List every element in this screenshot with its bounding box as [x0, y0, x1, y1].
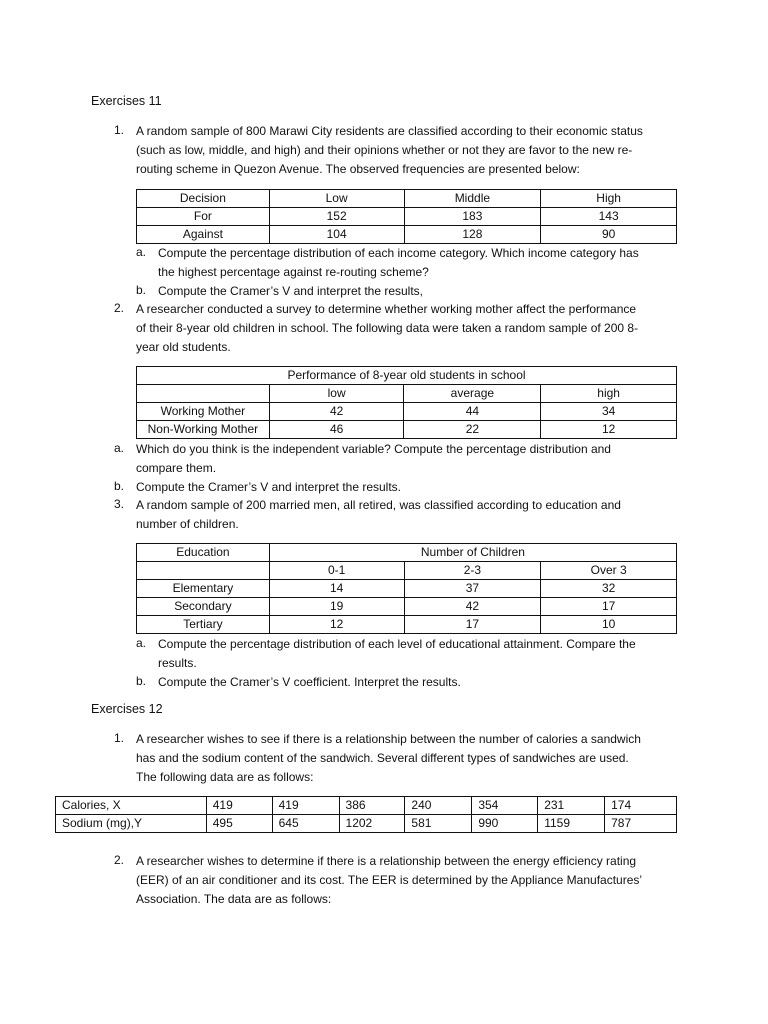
table-row: [56, 797, 677, 815]
table-cell: 174: [605, 797, 677, 815]
table-cell: 419: [206, 797, 272, 815]
exercise-12-question-2-text: A researcher wishes to determine if there is a relationship between the energy efficiency rating (EER) of an air conditioner and its cost. The EER is determined by the Appliance Manufactures’ Association. The data are as follows:: [136, 854, 643, 906]
table-header-row: [137, 544, 677, 562]
subquestion-label: a.: [136, 245, 147, 259]
question-number: 1.: [114, 731, 125, 745]
question-3a-text: Compute the percentage distribution of each level of educational attainment. Compare the results.: [158, 637, 636, 670]
table-cell: 128: [404, 226, 541, 244]
table-cell: 17: [404, 616, 541, 634]
table-cell: 17: [541, 598, 677, 616]
header-cell: 0-1: [269, 562, 404, 580]
table-row: [137, 403, 677, 421]
header-cell: average: [404, 385, 541, 403]
table-header-row: [137, 562, 677, 580]
header-cell: Over 3: [541, 562, 677, 580]
header-cell: [137, 562, 270, 580]
header-cell: 2-3: [404, 562, 541, 580]
table-title: Performance of 8-year old students in school: [137, 367, 677, 385]
question-2b-text: Compute the Cramer’s V and interpret the results.: [136, 480, 402, 494]
table-row: [137, 226, 677, 244]
subquestion-label: a.: [136, 636, 147, 650]
subquestion-label: b.: [136, 674, 147, 688]
table-cell: Sodium (mg),Y: [56, 815, 207, 833]
table-cell: Elementary: [137, 580, 270, 598]
exercises-12-heading: Exercises 12: [91, 702, 163, 716]
table-cell: 386: [339, 797, 405, 815]
exercise-12-question-1-text: A researcher wishes to see if there is a relationship between the number of calories a sandwich has and the sodium content of the sandwich. Several different types of sandwiches are used. The following data are as follows:: [136, 732, 641, 784]
table-cell: 1159: [538, 815, 605, 833]
header-cell: High: [541, 190, 677, 208]
header-cell: [137, 385, 270, 403]
table-cell: 990: [472, 815, 538, 833]
table-cell: 240: [405, 797, 472, 815]
table-cell: 32: [541, 580, 677, 598]
table-cell: Against: [137, 226, 270, 244]
table-title-row: [137, 367, 677, 385]
table-cell: 42: [404, 598, 541, 616]
question-3-text: A random sample of 200 married men, all retired, was classified according to education and number of children.: [136, 498, 621, 531]
question-1a-text: Compute the percentage distribution of each income category. Which income category has the highest percentage against re-routing scheme?: [158, 246, 639, 279]
table-cell: 581: [405, 815, 472, 833]
table-cell: 90: [541, 226, 677, 244]
table-cell: 12: [541, 421, 677, 439]
table-cell: 1202: [339, 815, 405, 833]
table-cell: 183: [404, 208, 541, 226]
table-cell: 37: [404, 580, 541, 598]
table-cell: Non-Working Mother: [137, 421, 270, 439]
table-cell: 12: [269, 616, 404, 634]
calories-sodium-table: [55, 796, 677, 833]
table-row: [137, 421, 677, 439]
table-cell: 34: [541, 403, 677, 421]
table-header-row: [137, 385, 677, 403]
table-cell: 152: [269, 208, 404, 226]
table-cell: Calories, X: [56, 797, 207, 815]
table-cell: Working Mother: [137, 403, 270, 421]
question-1-text: A random sample of 800 Marawi City residents are classified according to their economic status (such as low, middle, and high) and their opinions whether or not they are favor to the new re- routing scheme in Quezon Avenue. The observed frequencies are presented below:: [136, 124, 643, 176]
question-number: 2.: [114, 853, 125, 867]
education-children-table: [136, 543, 677, 634]
table-cell: 143: [541, 208, 677, 226]
table-cell: 419: [272, 797, 339, 815]
header-cell: Number of Children: [269, 544, 676, 562]
income-decision-table: [136, 189, 677, 244]
header-cell: Low: [269, 190, 404, 208]
table-cell: For: [137, 208, 270, 226]
question-number: 2.: [114, 301, 125, 315]
table-cell: 46: [269, 421, 404, 439]
table-cell: 231: [538, 797, 605, 815]
table-cell: 19: [269, 598, 404, 616]
table-row: [137, 580, 677, 598]
header-cell: low: [269, 385, 404, 403]
table-cell: 10: [541, 616, 677, 634]
question-2a-text: Which do you think is the independent variable? Compute the percentage distribution and compare them.: [136, 442, 611, 475]
table-cell: 787: [605, 815, 677, 833]
exercises-11-heading: Exercises 11: [91, 94, 162, 108]
question-3b-text: Compute the Cramer’s V coefficient. Interpret the results.: [158, 675, 461, 689]
table-cell: 645: [272, 815, 339, 833]
table-row: [137, 598, 677, 616]
subquestion-label: a.: [114, 441, 125, 455]
subquestion-label: b.: [136, 283, 147, 297]
header-cell: Middle: [404, 190, 541, 208]
table-cell: 495: [206, 815, 272, 833]
header-cell: Decision: [137, 190, 270, 208]
subquestion-label: b.: [114, 479, 125, 493]
table-cell: 14: [269, 580, 404, 598]
table-row: [137, 616, 677, 634]
question-number: 3.: [114, 497, 125, 511]
table-cell: Tertiary: [137, 616, 270, 634]
table-cell: 42: [269, 403, 404, 421]
table-cell: 44: [404, 403, 541, 421]
question-number: 1.: [114, 123, 125, 137]
question-2-text: A researcher conducted a survey to determine whether working mother affect the performance of their 8-year old children in school. The following data were taken a random sample of 200 8- year old students.: [136, 302, 639, 354]
header-cell: high: [541, 385, 677, 403]
table-row: [137, 208, 677, 226]
performance-table: [136, 366, 677, 439]
table-cell: 104: [269, 226, 404, 244]
table-row: [56, 815, 677, 833]
table-header-row: [137, 190, 677, 208]
table-cell: 354: [472, 797, 538, 815]
table-cell: 22: [404, 421, 541, 439]
header-cell: Education: [137, 544, 270, 562]
table-cell: Secondary: [137, 598, 270, 616]
question-1b-text: Compute the Cramer’s V and interpret the results,: [158, 284, 424, 298]
